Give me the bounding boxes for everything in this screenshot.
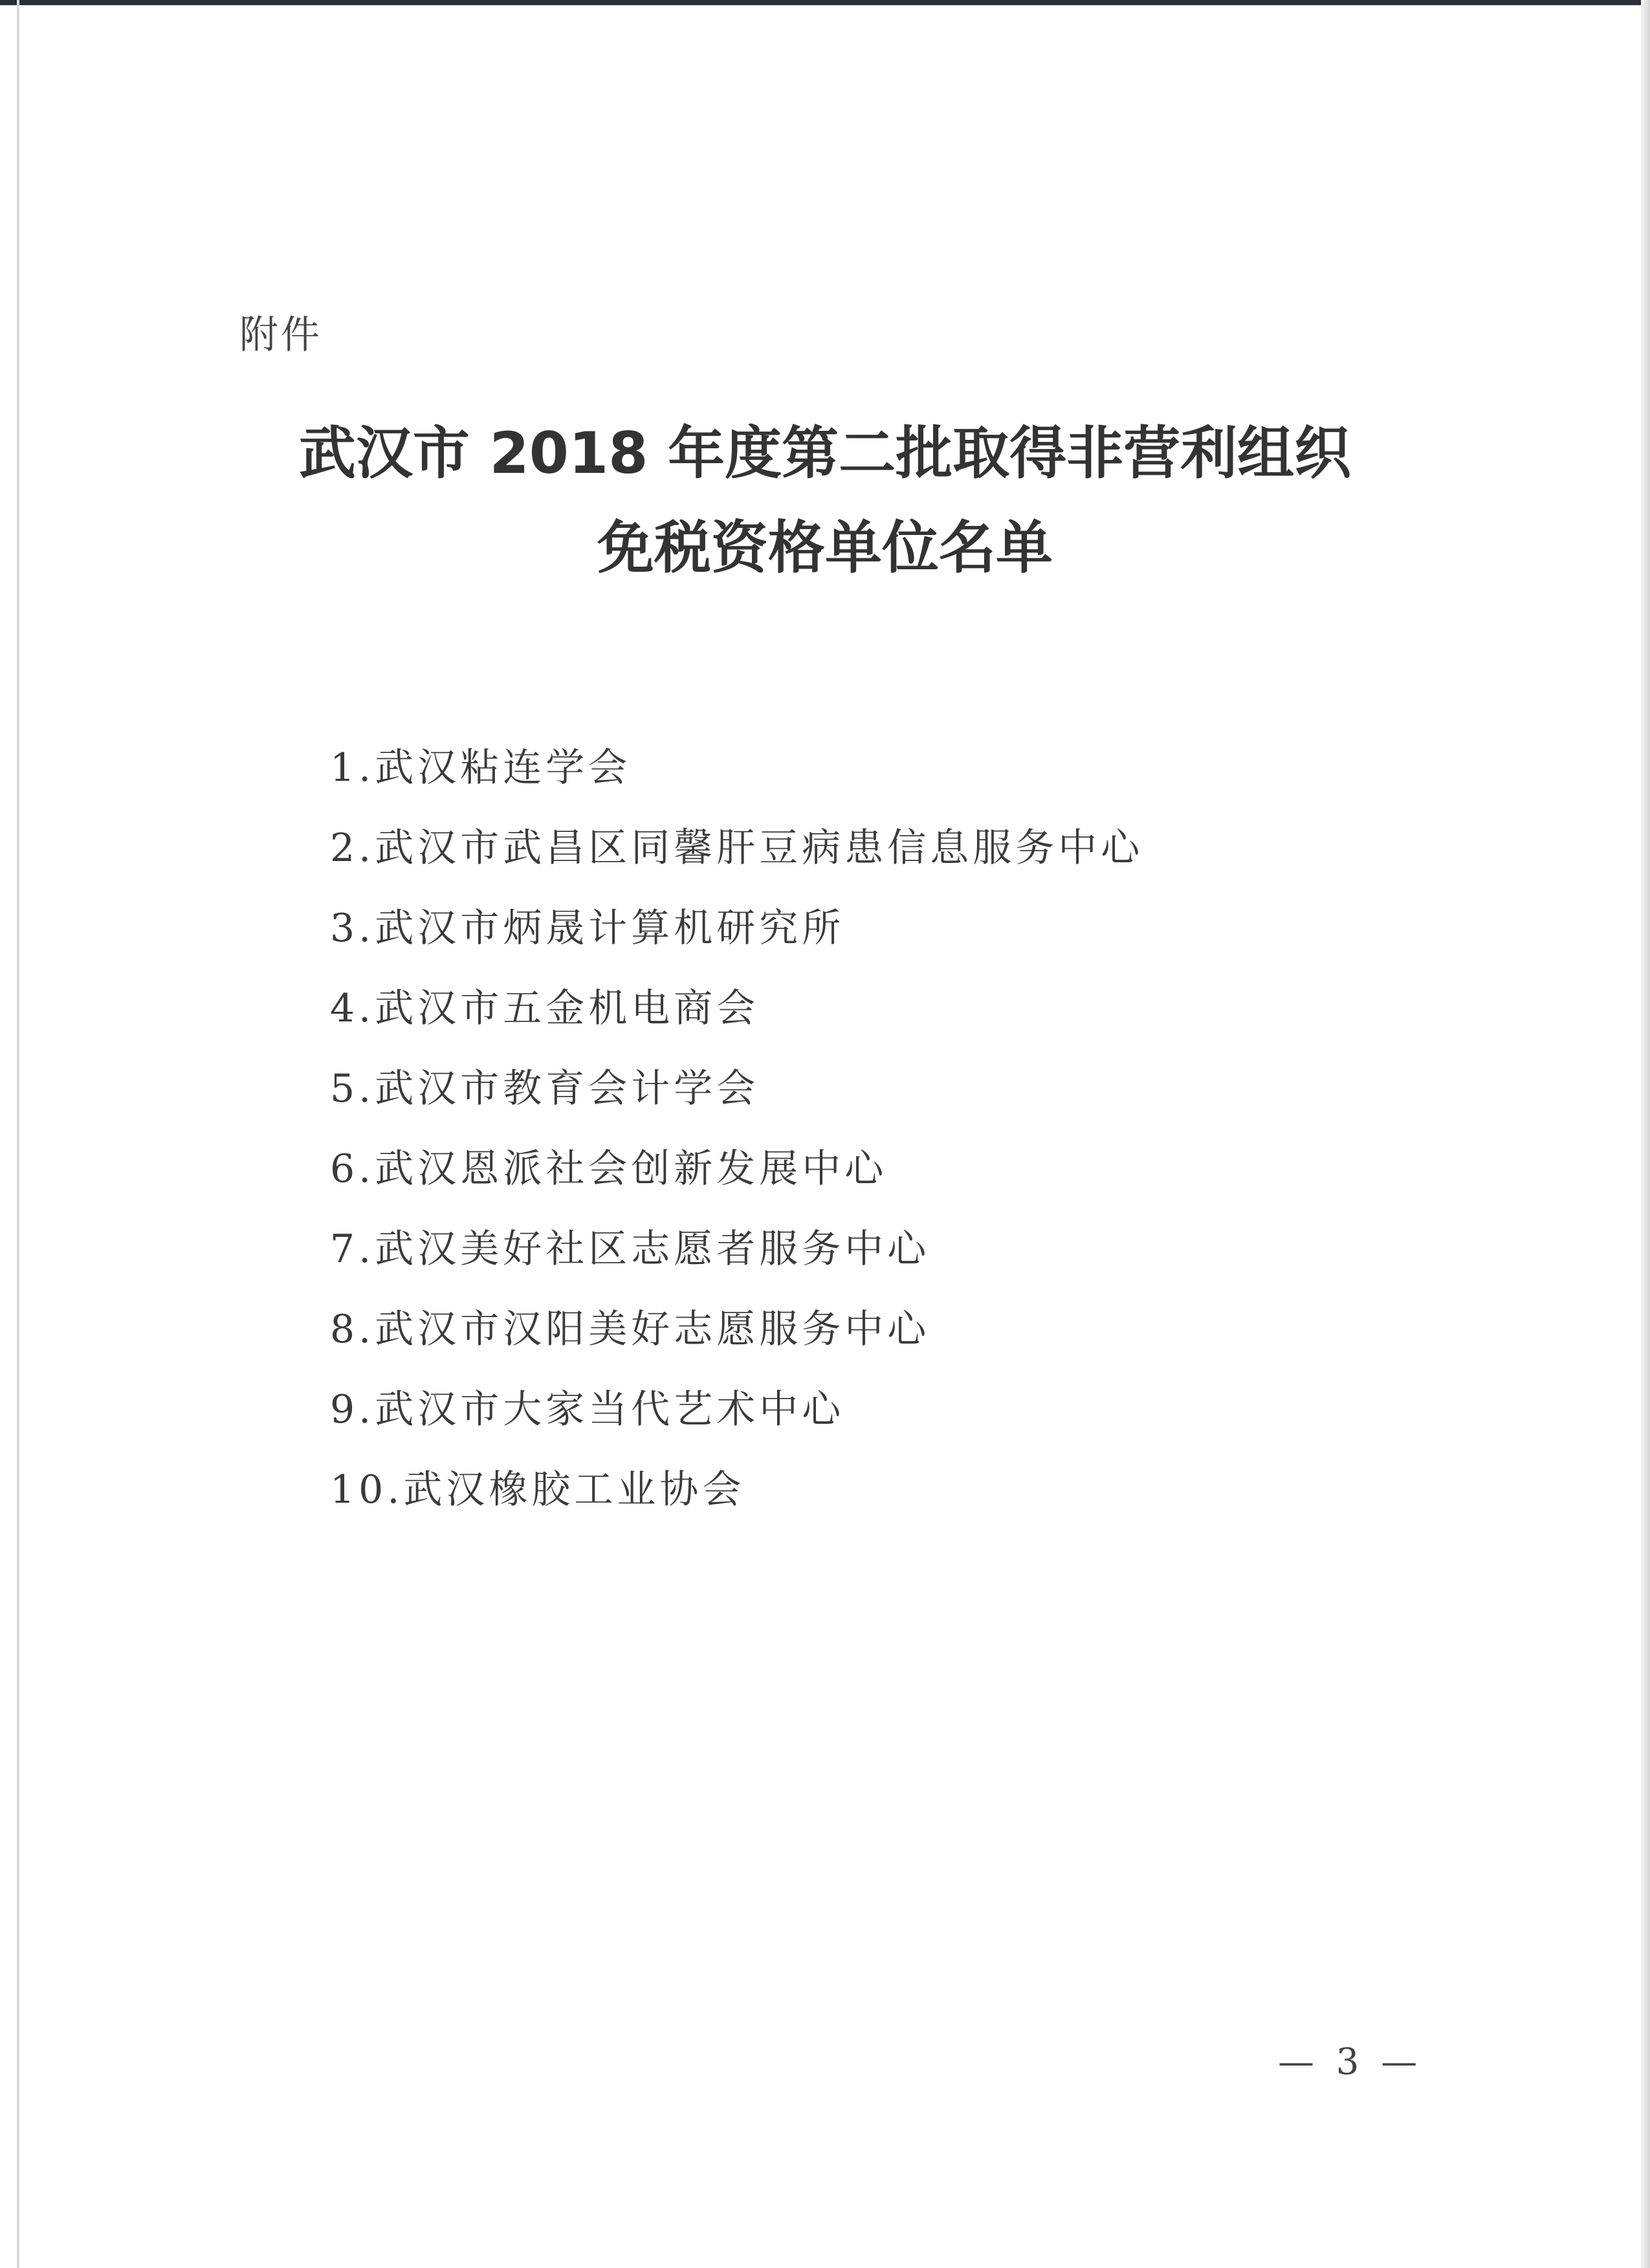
document-title <box>0 406 1650 595</box>
attachment-label: 附件 <box>239 312 322 358</box>
list-item: 2.武汉市武昌区同馨肝豆病患信息服务中心 <box>330 825 1144 871</box>
list-item: 9.武汉市大家当代艺术中心 <box>330 1387 845 1432</box>
list-item: 7.武汉美好社区志愿者服务中心 <box>330 1227 930 1272</box>
title-line-1: 武汉市 2018 年度第二批取得非营利组织 <box>298 420 1352 486</box>
title-line-2: 免税资格单位名单 <box>597 514 1053 581</box>
list-item: 8.武汉市汉阳美好志愿服务中心 <box>330 1307 930 1352</box>
list-item: 6.武汉恩派社会创新发展中心 <box>330 1146 888 1192</box>
list-item: 1.武汉粘连学会 <box>330 745 632 791</box>
page-number: — 3 — <box>1278 2041 1423 2083</box>
organization-list <box>330 728 1143 1530</box>
list-item: 10.武汉橡胶工业协会 <box>330 1467 745 1512</box>
list-item: 4.武汉市五金机电商会 <box>330 986 760 1031</box>
list-item: 5.武汉市教育会计学会 <box>330 1066 760 1111</box>
list-item: 3.武汉市炳晟计算机研究所 <box>330 906 845 951</box>
